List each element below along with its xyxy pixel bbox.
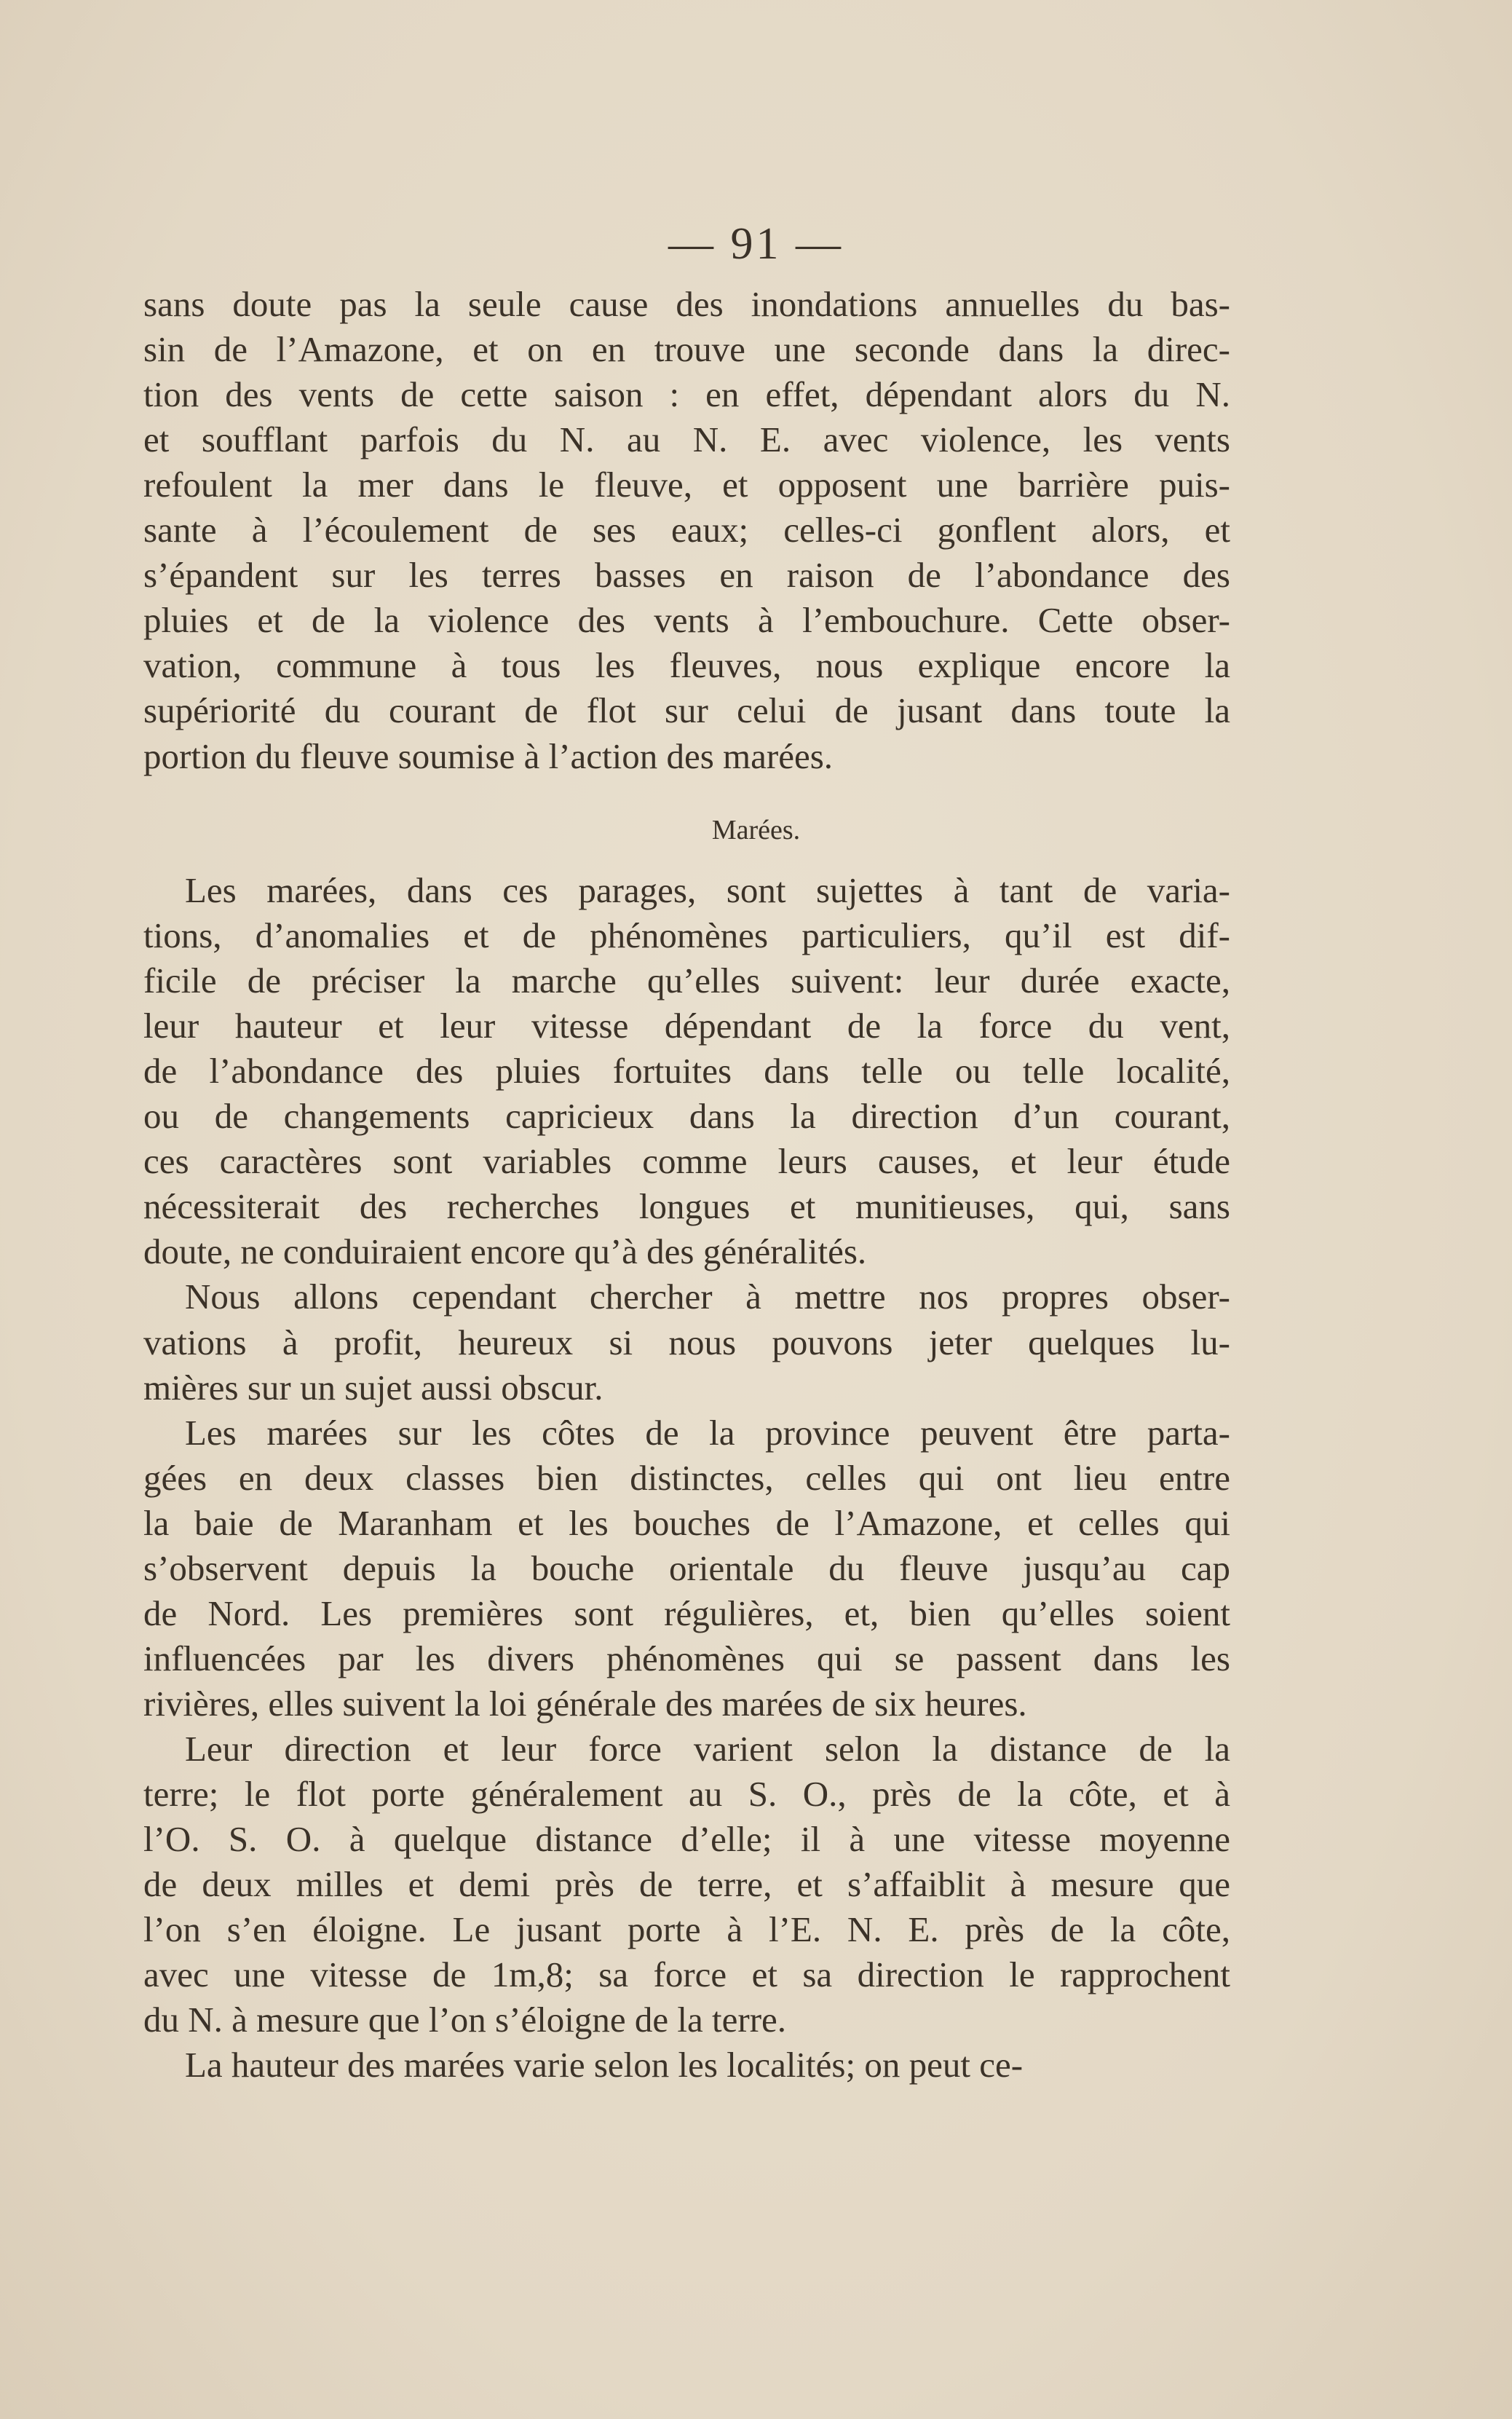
text-line: vation, commune à tous les fleuves, nous explique encore la	[143, 645, 1230, 686]
text-line: l’O. S. O. à quelque distance d’elle; il à une vitesse moyenne	[143, 1819, 1230, 1860]
text-line: de Nord. Les premières sont régulières, et, bien qu’elles soient	[143, 1593, 1230, 1633]
text-line: pluies et de la violence des vents à l’embouchure. Cette obser-	[143, 600, 1230, 641]
page-number: — 91 —	[668, 219, 844, 269]
text-line: sans doute pas la seule cause des inondations annuelles du bas-	[143, 284, 1230, 324]
text-line: la baie de Maranham et les bouches de l’Amazone, et celles qui	[143, 1502, 1230, 1543]
text-line: du N. à mesure que l’on s’éloigne de la terre.	[143, 2000, 787, 2040]
text-line: rivières, elles suivent la loi générale des marées de six heures.	[143, 1683, 1027, 1724]
text-line: portion du fleuve soumise à l’action des marées.	[143, 735, 834, 776]
text-line: de deux milles et demi près de terre, et s’affaiblit à mesure que	[143, 1864, 1230, 1905]
text-line: s’observent depuis la bouche orientale du fleuve jusqu’au cap	[143, 1547, 1230, 1588]
text-line: gées en deux classes bien distinctes, celles qui ont lieu entre	[143, 1457, 1230, 1498]
text-line: nécessiterait des recherches longues et munitieuses, qui, sans	[143, 1186, 1230, 1227]
text-line: La hauteur des marées varie selon les localités; on peut ce-	[185, 2045, 1024, 2085]
text-line: Nous allons cependant chercher à mettre nos propres obser-	[185, 1276, 1230, 1317]
text-line: mières sur un sujet aussi obscur.	[143, 1367, 603, 1408]
text-line: Les marées, dans ces parages, sont sujettes à tant de varia-	[185, 870, 1230, 910]
text-line: ficile de préciser la marche qu’elles suivent: leur durée exacte,	[143, 960, 1230, 1001]
text-line: supériorité du courant de flot sur celui de jusant dans toute la	[143, 690, 1230, 731]
text-line: de l’abondance des pluies fortuites dans telle ou telle localité,	[143, 1051, 1230, 1092]
text-line: vations à profit, heureux si nous pouvons jeter quelques lu-	[143, 1322, 1230, 1362]
text-line: terre; le flot porte généralement au S. O., près de la côte, et à	[143, 1774, 1230, 1814]
text-line: tion des vents de cette saison : en effet, dépendant alors du N.	[143, 374, 1230, 415]
text-line: doute, ne conduiraient encore qu’à des généralités.	[143, 1231, 867, 1272]
text-line: Les marées sur les côtes de la province peuvent être parta-	[185, 1412, 1230, 1453]
text-line: l’on s’en éloigne. Le jusant porte à l’E. N. E. près de la côte,	[143, 1909, 1230, 1950]
text-line: leur hauteur et leur vitesse dépendant de la force du vent,	[143, 1006, 1230, 1046]
text-line: refoulent la mer dans le fleuve, et opposent une barrière puis-	[143, 465, 1230, 505]
text-line: ou de changements capricieux dans la direction d’un courant,	[143, 1096, 1230, 1137]
text-line: tions, d’anomalies et de phénomènes particuliers, qu’il est dif-	[143, 915, 1230, 956]
text-line: Leur direction et leur force varient selon la distance de la	[185, 1728, 1230, 1769]
text-line: ces caractères sont variables comme leurs causes, et leur étude	[143, 1141, 1230, 1182]
text-line: avec une vitesse de 1m,8; sa force et sa direction le rapprochent	[143, 1954, 1230, 1995]
text-line: sante à l’écoulement de ses eaux; celles-ci gonflent alors, et	[143, 510, 1230, 551]
section-heading: Marées.	[711, 815, 801, 845]
text-line: et soufflant parfois du N. au N. E. avec violence, les vents	[143, 419, 1230, 460]
text-line: influencées par les divers phénomènes qui se passent dans les	[143, 1638, 1230, 1678]
text-line: s’épandent sur les terres basses en raison de l’abondance des	[143, 555, 1230, 596]
text-line: sin de l’Amazone, et on en trouve une seconde dans la direc-	[143, 329, 1230, 370]
